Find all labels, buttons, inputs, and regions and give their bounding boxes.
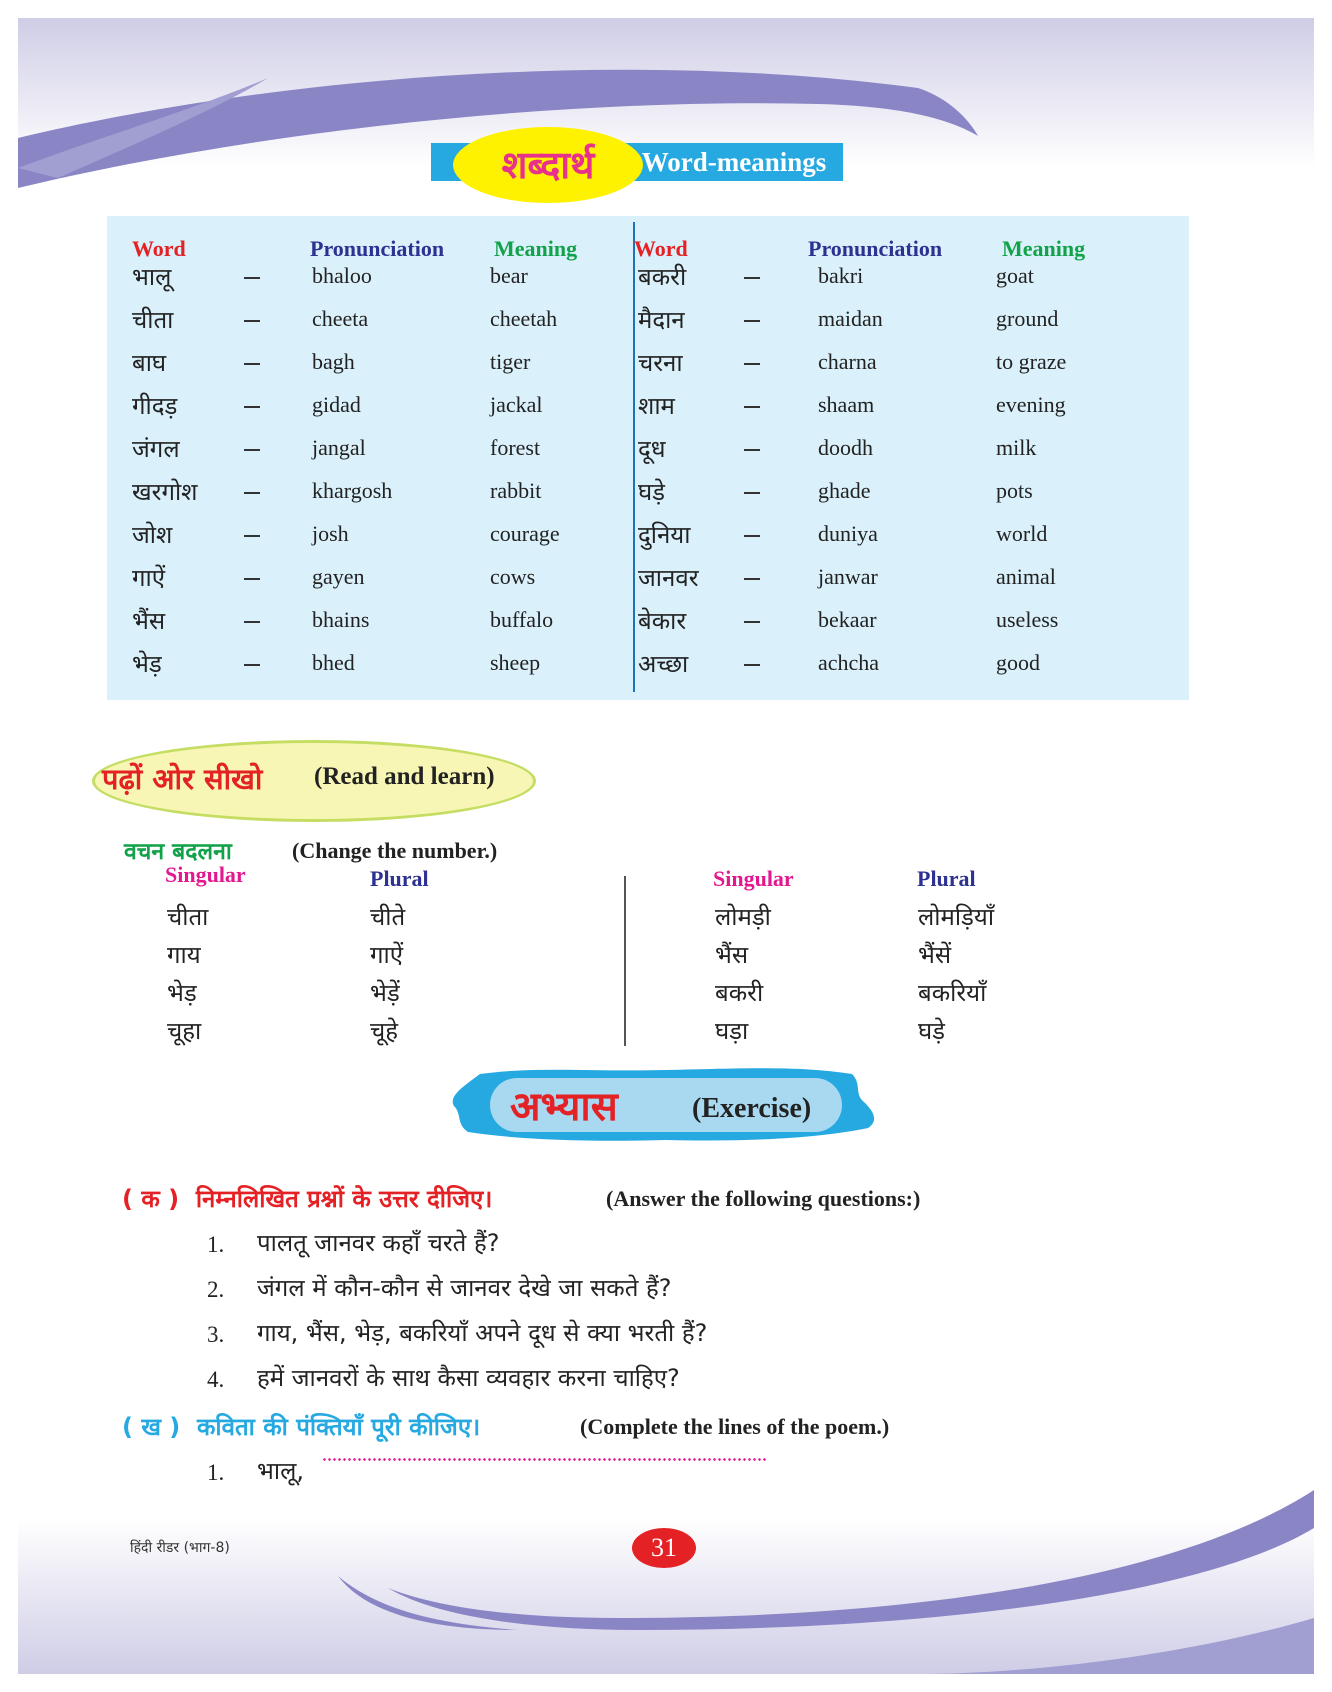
left-dash-10 [244,664,260,666]
left-word-6: खरगोश [132,478,198,506]
left-pronunciation-7: josh [312,521,349,546]
left-singular-3: भेड़ [167,979,197,1007]
left-pronunciation-8: gayen [312,564,365,589]
right-plural-2: भैंसें [918,941,952,969]
left-header-meaning: Meaning [494,236,578,261]
table-divider [633,222,635,692]
left-meaning-6: rabbit [490,478,542,503]
question-4-number: 4. [207,1367,225,1392]
left-pronunciation-4: gidad [312,392,361,417]
right-plural-3: बकरियाँ [918,979,987,1007]
right-plural-4: घड़े [918,1017,946,1045]
left-meaning-2: cheetah [490,306,558,331]
section-ka-label: ( क ) [122,1185,180,1213]
right-meaning-9: useless [996,607,1059,632]
right-dash-5 [744,449,760,451]
left-word-2: चीता [132,306,174,334]
exercise-title-hindi: अभ्यास [510,1084,618,1130]
right-word-7: दुनिया [638,521,691,549]
change-number-hindi: वचन बदलना [124,839,232,865]
left-singular-label: Singular [165,862,246,887]
section-kha-label: ( ख ) [122,1413,181,1441]
left-pronunciation-10: bhed [312,650,355,675]
right-meaning-6: pots [996,478,1033,503]
left-singular-4: चूहा [167,1017,202,1045]
left-plural-label: Plural [370,866,429,891]
left-pronunciation-3: bagh [312,349,355,374]
right-singular-3: बकरी [715,979,764,1007]
right-meaning-4: evening [996,392,1066,417]
right-singular-label: Singular [713,866,794,891]
left-word-10: भेड़ [132,650,162,678]
poem-line-1-text: भालू, [257,1457,304,1485]
right-dash-1 [744,277,760,279]
change-number-english: (Change the number.) [292,838,498,863]
left-plural-4: चूहे [370,1017,398,1045]
right-dash-10 [744,664,760,666]
right-pronunciation-9: bekaar [818,607,877,632]
left-word-1: भालू [132,263,172,291]
question-1-number: 1. [207,1232,225,1257]
left-meaning-5: forest [490,435,541,460]
section-kha-title-english: (Complete the lines of the poem.) [580,1414,890,1439]
right-header-meaning: Meaning [1002,236,1086,261]
left-singular-1: चीता [167,903,209,931]
question-3-text: गाय, भैंस, भेड़, बकरियाँ अपने दूध से क्या भरती हैं? [257,1319,708,1347]
left-dash-1 [244,277,260,279]
right-meaning-3: to graze [996,349,1067,374]
right-plural-label: Plural [917,866,976,891]
right-pronunciation-8: janwar [818,564,878,589]
right-singular-2: भैंस [715,941,749,969]
left-header-pronunciation: Pronunciation [310,236,445,261]
right-word-1: बकरी [638,263,687,291]
right-singular-1: लोमड़ी [715,903,771,931]
left-pronunciation-1: bhaloo [312,263,372,288]
right-pronunciation-2: maidan [818,306,883,331]
left-plural-2: गाऐं [370,941,403,969]
right-meaning-8: animal [996,564,1056,589]
left-pronunciation-6: khargosh [312,478,393,503]
left-word-8: गाऐं [132,564,165,592]
left-pronunciation-5: jangal [312,435,366,460]
right-dash-7 [744,535,760,537]
left-dash-4 [244,406,260,408]
question-1-text: पालतू जानवर कहाँ चरते हैं? [257,1229,500,1257]
singular-plural-divider [624,876,626,1046]
left-plural-1: चीते [370,903,406,931]
left-dash-9 [244,621,260,623]
left-header-word: Word [132,236,186,261]
left-meaning-4: jackal [490,392,543,417]
title-english: Word-meanings [641,147,827,177]
right-word-9: बेकार [638,607,687,635]
right-dash-6 [744,492,760,494]
left-meaning-10: sheep [490,650,541,675]
right-meaning-5: milk [996,435,1037,460]
right-plural-1: लोमड़ियाँ [918,903,995,931]
right-meaning-1: goat [996,263,1034,288]
right-dash-4 [744,406,760,408]
right-pronunciation-7: duniya [818,521,878,546]
right-pronunciation-4: shaam [818,392,875,417]
section-ka-title-english: (Answer the following questions:) [606,1186,921,1211]
question-4-text: हमें जानवरों के साथ कैसा व्यवहार करना चाहिए? [257,1364,680,1392]
title-hindi: शब्दार्थ [501,143,595,187]
right-word-4: शाम [638,392,675,420]
right-word-2: मैदान [638,306,685,334]
left-dash-5 [244,449,260,451]
question-3-number: 3. [207,1322,225,1347]
page-number: 31 [651,1533,677,1562]
exercise-title-english: (Exercise) [692,1093,812,1124]
right-word-6: घड़े [638,478,666,506]
right-pronunciation-6: ghade [818,478,871,503]
right-dash-8 [744,578,760,580]
left-word-7: जोश [132,521,173,549]
right-header-pronunciation: Pronunciation [808,236,943,261]
left-meaning-7: courage [490,521,560,546]
footer-book-title: हिंदी रीडर (भाग-8) [130,1540,230,1556]
question-2-text: जंगल में कौन-कौन से जानवर देखे जा सकते हैं? [257,1274,672,1302]
right-dash-2 [744,320,760,322]
poem-line-1-number: 1. [207,1460,225,1485]
left-meaning-3: tiger [490,349,531,374]
right-meaning-2: ground [996,306,1059,331]
left-meaning-8: cows [490,564,536,589]
right-dash-9 [744,621,760,623]
right-singular-4: घड़ा [715,1017,749,1045]
left-word-4: गीदड़ [132,392,178,420]
left-pronunciation-2: cheeta [312,306,369,331]
left-meaning-1: bear [490,263,528,288]
left-word-5: जंगल [132,435,180,463]
right-header-word: Word [634,236,688,261]
section-ka-heading [122,1182,492,1215]
right-word-3: चरना [638,349,683,377]
right-pronunciation-5: doodh [818,435,873,460]
left-dash-2 [244,320,260,322]
section-kha-heading [122,1410,480,1443]
read-learn-title-english: (Read and learn) [314,763,495,790]
left-meaning-9: buffalo [490,607,554,632]
right-meaning-7: world [996,521,1048,546]
left-plural-3: भेड़ें [370,979,400,1007]
question-2-number: 2. [207,1277,225,1302]
read-learn-title-hindi: पढ़ों ओर सीखो [102,762,263,796]
right-meaning-10: good [996,650,1040,675]
right-word-5: दूध [638,435,666,463]
section-ka-title-hindi: निम्नलिखित प्रश्नों के उत्तर दीजिए। [195,1185,493,1213]
left-dash-8 [244,578,260,580]
left-word-9: भैंस [132,607,166,635]
left-dash-3 [244,363,260,365]
right-word-8: जानवर [638,564,699,592]
right-pronunciation-3: charna [818,349,877,374]
right-pronunciation-10: achcha [818,650,880,675]
right-dash-3 [744,363,760,365]
left-dash-6 [244,492,260,494]
left-dash-7 [244,535,260,537]
section-kha-title-hindi: कविता की पंक्तियाँ पूरी कीजिए। [197,1413,481,1441]
left-singular-2: गाय [167,941,201,969]
poem-line-1-blank[interactable] [322,1458,768,1461]
left-word-3: बाघ [132,349,167,377]
left-pronunciation-9: bhains [312,607,370,632]
right-word-10: अच्छा [638,650,689,678]
right-pronunciation-1: bakri [818,263,864,288]
